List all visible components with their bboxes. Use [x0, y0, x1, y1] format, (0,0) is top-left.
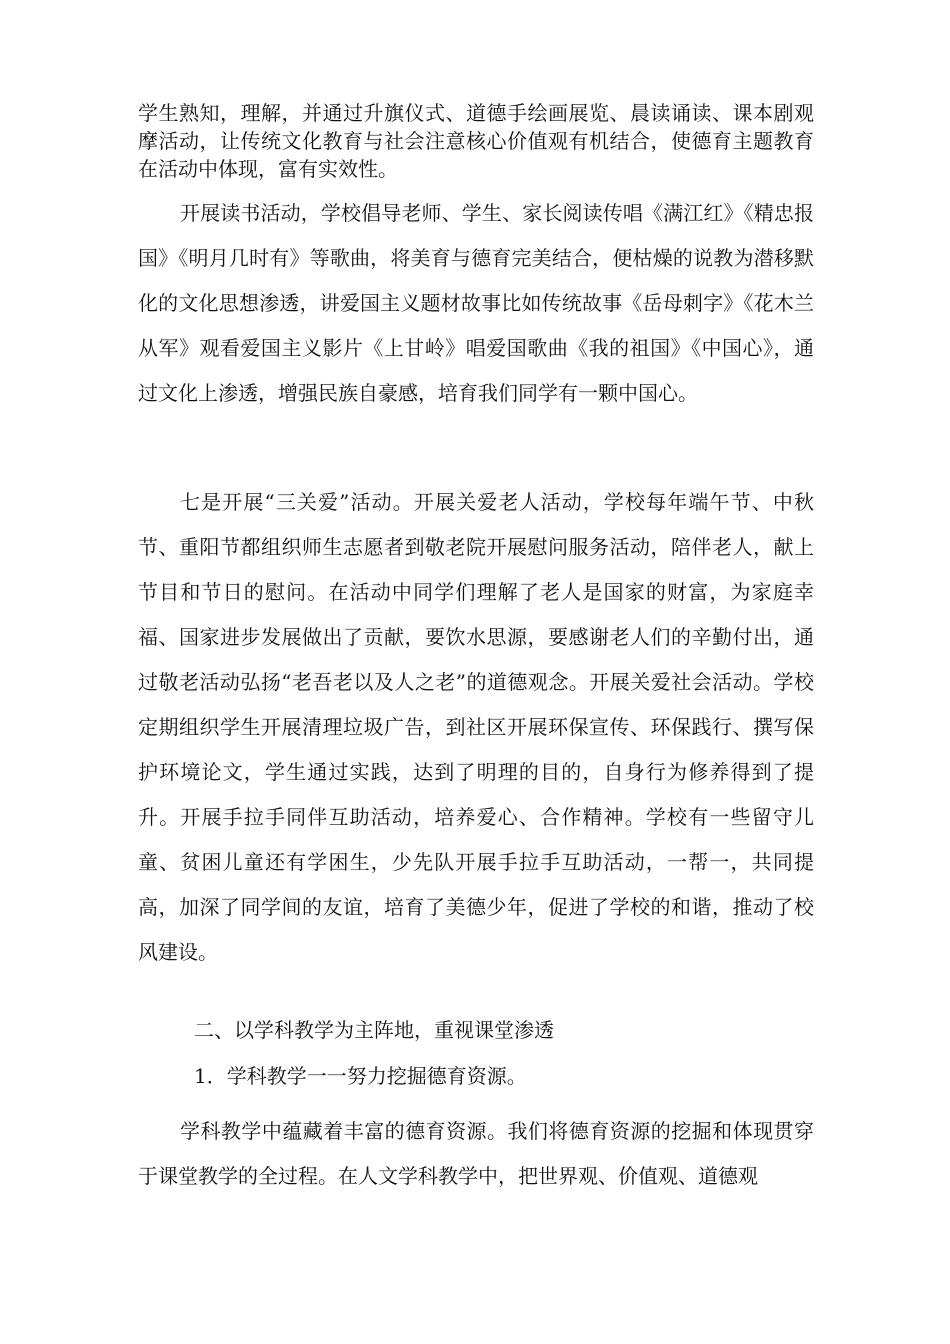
paragraph-continuation: 学生熟知，理解，并通过升旗仪式、道德手绘画展览、晨读诵读、课本剧观摩活动，让传统文化教育与社会注意核心价值观有机结合，使德育主题教育在活动中体现，富有实效性。: [138, 101, 814, 181]
paragraph-three-cares-activity: 七是开展“三关爱”活动。开展关爱老人活动，学校每年端午节、中秋节、重阳节都组织师生志愿者到敬老院开展慰问服务活动，陪伴老人，献上节目和节日的慰问。在活动中同学们理解了老人是国家的财富，为家庭幸福、国家进步发展做出了贡献，要饮水思源，要感谢老人们的辛勤付出，通过敬老活动弘扬“老吾老以及人之老”的道德观念。开展关爱社会活动。学校定期组织学生开展清理垃圾广告，到社区开展环保宣传、环保践行、撰写保护环境论文，学生通过实践，达到了明理的目的，自身行为修养得到了提升。开展手拉手同伴互助活动，培养爱心、合作精神。学校有一些留守儿童、贫困儿童还有学困生，少先队开展手拉手互助活动，一帮一，共同提高，加深了同学间的友谊，培育了美德少年，促进了学校的和谐，推动了校风建设。: [138, 490, 814, 964]
paragraph-subject-teaching: 学科教学中蕴藏着丰富的德育资源。我们将德育资源的挖掘和体现贯穿于课堂教学的全过程。在人文学科教学中，把世界观、价值观、道德观: [138, 1119, 814, 1188]
subsection-heading: 1．学科教学一一努力挖掘德育资源。: [194, 1064, 527, 1088]
section-heading: 二、以学科教学为主阵地，重视课堂渗透: [194, 1018, 554, 1042]
paragraph-reading-activity: 开展读书活动，学校倡导老师、学生、家长阅读传唱《满江红》《精忠报国》《明月几时有》等歌曲，将美育与德育完美结合，便枯燥的说教为潜移默化的文化思想渗透，讲爱国主义题材故事比如传统故事《岳母刺字》《花木兰从军》观看爱国主义影片《上甘岭》唱爱国歌曲《我的祖国》《中国心》，通过文化上渗透，增强民族自豪感，培育我们同学有一颗中国心。: [138, 201, 814, 405]
